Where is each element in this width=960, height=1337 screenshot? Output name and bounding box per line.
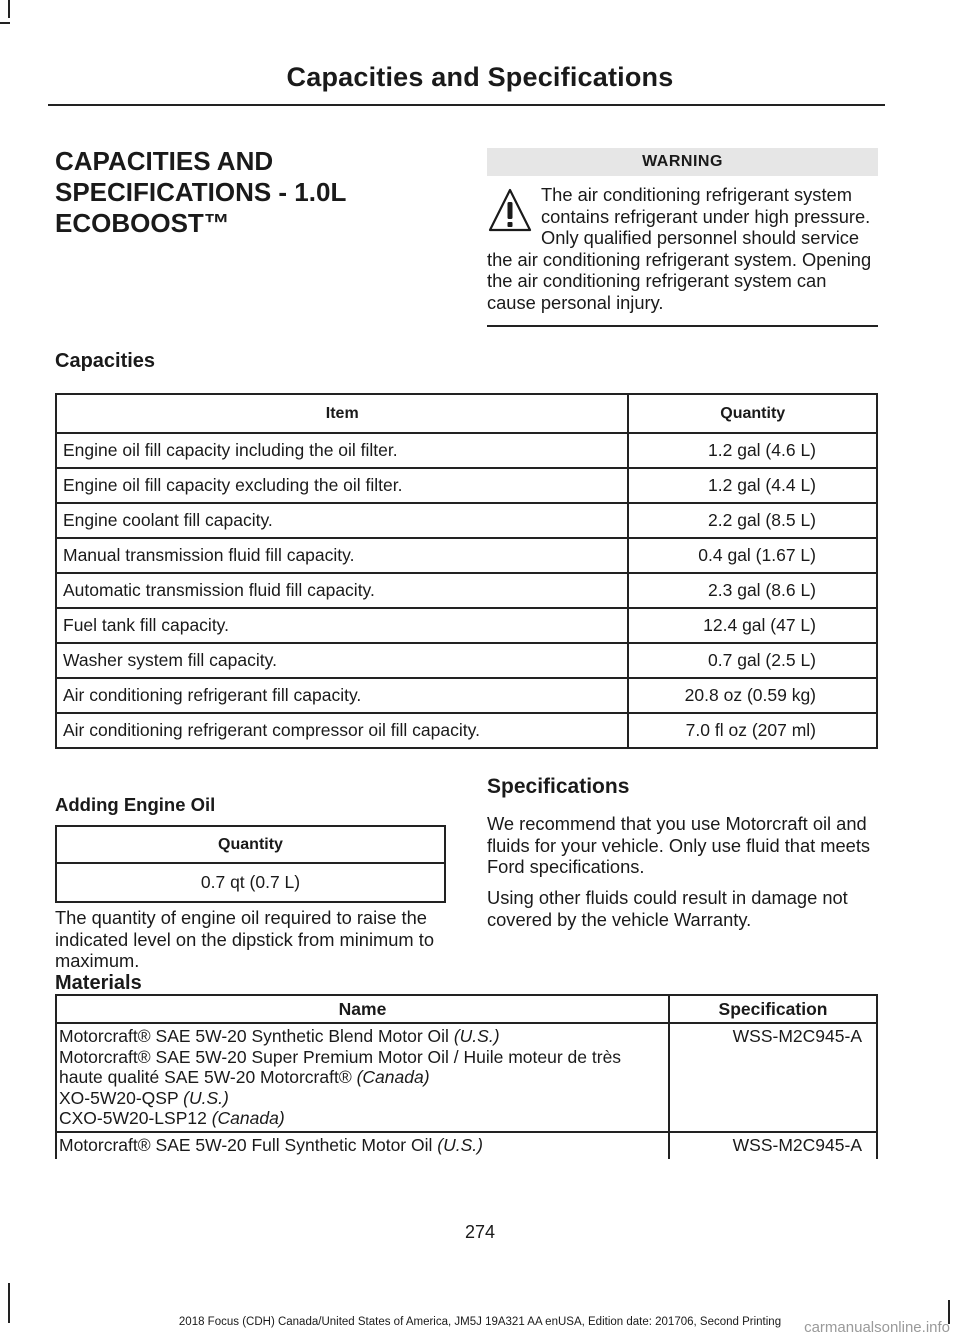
adding-oil-table bbox=[55, 825, 446, 903]
warning-divider bbox=[487, 325, 878, 327]
table-row: Air conditioning refrigerant fill capacity. 20.8 oz (0.59 kg) bbox=[56, 678, 877, 713]
table-row: Engine oil fill capacity excluding the oil filter. 1.2 gal (4.4 L) bbox=[56, 468, 877, 503]
material-name: Motorcraft® SAE 5W-20 Full Synthetic Motor Oil (U.S.) bbox=[56, 1132, 669, 1159]
material-name: Motorcraft® SAE 5W-20 Synthetic Blend Motor Oil (U.S.) Motorcraft® SAE 5W-20 Super Premium Motor Oil / Huile moteur de très haute qualité SAE 5W-20 Motorcraft® (Canada) XO-5W20-QSP (U.S.) CXO-5W20-LSP12 (Canada) bbox=[56, 1023, 669, 1132]
column-header-specification: Specification bbox=[669, 995, 877, 1023]
table-row: Engine coolant fill capacity. 2.2 gal (8.5 L) bbox=[56, 503, 877, 538]
adding-oil-note: The quantity of engine oil required to raise the indicated level on the dipstick from minimum to maximum. bbox=[55, 907, 434, 971]
header-divider bbox=[48, 104, 885, 106]
warning-text: The air conditioning refrigerant system contains refrigerant under high pressure. Only qualified personnel should service the air conditioning refrigerant system. Opening the air conditioning refrigerant system can cause personal injury. bbox=[487, 184, 872, 313]
crop-mark bbox=[0, 22, 10, 24]
materials-heading: Materials bbox=[55, 972, 142, 994]
materials-table bbox=[55, 994, 878, 1159]
material-spec: WSS-M2C945-A bbox=[669, 1023, 877, 1132]
table-row: Manual transmission fluid fill capacity. 0.4 gal (1.67 L) bbox=[56, 538, 877, 573]
oil-quantity-value: 0.7 qt (0.7 L) bbox=[56, 863, 445, 902]
specifications-paragraph-2: Using other fluids could result in damage not covered by the vehicle Warranty. bbox=[487, 887, 848, 930]
section-title: CAPACITIES AND SPECIFICATIONS - 1.0L ECOBOOST™ bbox=[55, 146, 347, 238]
specifications-paragraph-1: We recommend that you use Motorcraft oil and fluids for your vehicle. Only use fluid that meets Ford specifications. bbox=[487, 813, 871, 877]
footer-text: 2018 Focus (CDH) Canada/United States of America, JM5J 19A321 AA enUSA, Edition date: 201706, Second Printing bbox=[178, 1316, 782, 1328]
table-row: Air conditioning refrigerant compressor oil fill capacity. 7.0 fl oz (207 ml) bbox=[56, 713, 877, 748]
warning-box bbox=[487, 148, 878, 327]
material-spec: WSS-M2C945-A bbox=[669, 1132, 877, 1159]
crop-mark bbox=[8, 0, 10, 18]
table-row: Automatic transmission fluid fill capacity. 2.3 gal (8.6 L) bbox=[56, 573, 877, 608]
column-header-item: Item bbox=[56, 394, 628, 433]
table-row bbox=[56, 1132, 877, 1159]
column-header-name: Name bbox=[56, 995, 669, 1023]
page-number: 274 bbox=[464, 1222, 496, 1242]
capacities-table bbox=[55, 393, 878, 749]
table-row: Fuel tank fill capacity. 12.4 gal (47 L) bbox=[56, 608, 877, 643]
table-header-row bbox=[56, 394, 877, 433]
specifications-heading: Specifications bbox=[487, 775, 630, 798]
warning-heading: WARNING bbox=[487, 148, 878, 176]
watermark: carmanualsonline.info bbox=[804, 1319, 950, 1336]
table-row: Engine oil fill capacity including the oil filter. 1.2 gal (4.6 L) bbox=[56, 433, 877, 468]
column-header-quantity: Quantity bbox=[628, 394, 877, 433]
column-header-quantity: Quantity bbox=[56, 826, 445, 863]
table-header-row bbox=[56, 995, 877, 1023]
table-row: Washer system fill capacity. 0.7 gal (2.5 L) bbox=[56, 643, 877, 678]
adding-engine-oil-heading: Adding Engine Oil bbox=[55, 794, 216, 815]
table-row bbox=[56, 863, 445, 902]
table-header-row bbox=[56, 826, 445, 863]
warning-triangle-icon bbox=[487, 186, 533, 236]
table-row bbox=[56, 1023, 877, 1132]
page-header-title: Capacities and Specifications bbox=[286, 62, 674, 92]
capacities-heading: Capacities bbox=[55, 350, 156, 372]
